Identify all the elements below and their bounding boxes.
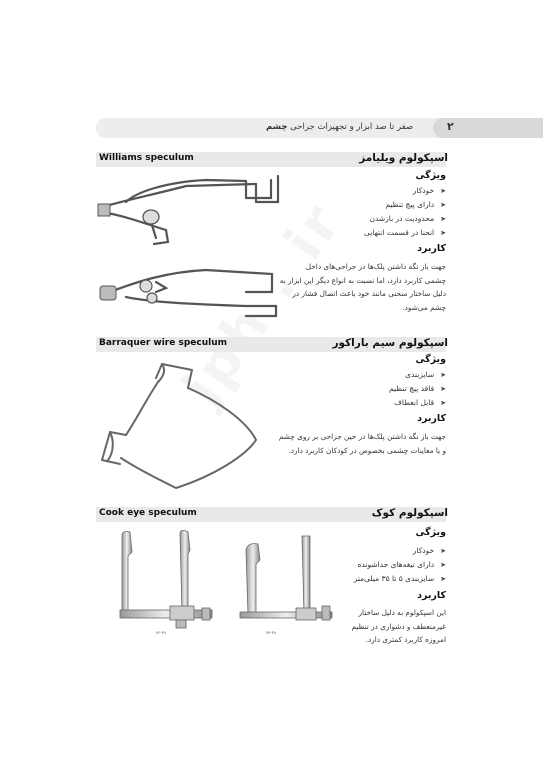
features-heading: ویژگی — [415, 170, 446, 181]
section-title-fa: اسپکولوم کوک — [371, 507, 448, 519]
list-item — [364, 184, 446, 198]
features-list — [389, 368, 446, 410]
list-item — [389, 382, 446, 396]
usage-line: و یا معاینات چشمی بخصوص در کودکان کاربرد دارد. — [288, 445, 446, 455]
list-item-text: خودکار — [412, 546, 435, 555]
list-item-text: محدودیت در بازشدن — [369, 214, 435, 223]
list-item — [354, 544, 446, 558]
section-title-en: Williams speculum — [99, 153, 194, 163]
bullet-arrow-icon: ➤ — [440, 371, 446, 379]
bullet-arrow-icon: ➤ — [440, 229, 446, 237]
section-title-bar-cook — [96, 507, 446, 522]
list-item — [354, 572, 446, 586]
bullet-arrow-icon: ➤ — [440, 385, 446, 393]
bullet-arrow-icon: ➤ — [440, 561, 446, 569]
bullet-arrow-icon: ➤ — [440, 547, 446, 555]
list-item-text: سایزبندی ۵ تا ۳۵ میلی‌متر — [353, 574, 435, 583]
usage-line: چشمی کاربرد دارد، اما نسبت به انواع دیگر این ابزار به — [279, 275, 446, 285]
bullet-arrow-icon: ➤ — [440, 201, 446, 209]
list-item — [389, 396, 446, 410]
book-title-bold: چشم — [266, 122, 288, 132]
page-header — [96, 118, 543, 138]
bullet-arrow-icon: ➤ — [440, 187, 446, 195]
list-item — [364, 226, 446, 240]
features-list — [354, 544, 446, 586]
section-title-bar-williams — [96, 152, 446, 167]
bullet-arrow-icon: ➤ — [440, 575, 446, 583]
barraquer-speculum-image — [96, 360, 276, 500]
list-item-text: قابل انعطاف — [394, 398, 435, 407]
williams-speculum-image-top — [96, 172, 281, 252]
list-item — [389, 368, 446, 382]
cook-speculum-image-left — [118, 530, 218, 638]
bullet-arrow-icon: ➤ — [440, 399, 446, 407]
usage-paragraph — [336, 606, 446, 647]
usage-line: این اسپکولوم به دلیل ساختار — [358, 608, 446, 617]
list-item-text: دارای پیچ تنظیم — [385, 200, 435, 209]
book-title — [266, 122, 413, 132]
usage-heading: کاربرد — [417, 243, 446, 254]
list-item-text: فاقد پیچ تنظیم — [389, 384, 435, 393]
usage-line: جهت باز نگه داشتن پلک‌ها در جراحی‌های داخل — [305, 262, 446, 271]
list-item-text: خودکار — [412, 186, 435, 195]
section-title-fa: اسپکولوم سیم باراکور — [332, 337, 448, 349]
section-title-fa: اسپکولوم ویلیامز — [359, 152, 448, 164]
usage-heading: کاربرد — [417, 590, 446, 601]
page-number: ۲ — [447, 120, 454, 133]
usage-line: دلیل ساختار منحنی مانند خود باعث اتصال فشار در — [292, 289, 446, 298]
image-code-label: ٣٨-٧٢ — [156, 630, 167, 635]
usage-line: غیرمنعطف و دشواری در تنظیم — [351, 621, 446, 631]
bullet-arrow-icon: ➤ — [440, 215, 446, 223]
usage-line: جهت باز نگه داشتن پلک‌ها در حین جراحی بر روی چشم — [278, 432, 446, 441]
section-title-bar-barraquer — [96, 337, 446, 352]
list-item — [364, 198, 446, 212]
image-code-label: ٣٨-٧٣ — [266, 630, 277, 635]
list-item-text: سایزبندی — [405, 370, 435, 379]
cook-speculum-image-right — [236, 530, 336, 638]
features-heading: ویژگی — [415, 354, 446, 365]
usage-heading: کاربرد — [417, 413, 446, 424]
list-item-text: دارای تیغه‌های جداشونده — [357, 560, 435, 569]
williams-speculum-image-bottom — [96, 262, 281, 324]
features-heading: ویژگی — [415, 527, 446, 538]
usage-paragraph — [256, 430, 446, 457]
list-item — [364, 212, 446, 226]
features-list — [364, 184, 446, 240]
list-item-text: انحنا در قسمت انتهایی — [363, 228, 435, 237]
book-title-text: صفر تا صد ابزار و تجهیزات جراحی — [290, 122, 414, 132]
section-title-en: Cook eye speculum — [99, 508, 197, 518]
usage-line: چشم می‌شود. — [402, 302, 446, 312]
usage-line: امروزه کاربرد کمتری دارد. — [365, 635, 446, 644]
usage-paragraph — [266, 260, 446, 314]
page-number-tab — [433, 118, 543, 138]
list-item — [354, 558, 446, 572]
section-title-en: Barraquer wire speculum — [99, 338, 227, 348]
